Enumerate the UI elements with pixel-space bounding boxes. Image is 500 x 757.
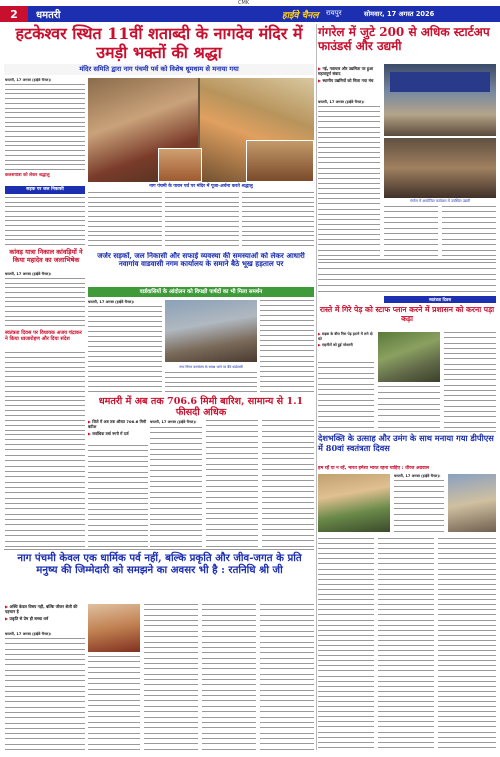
bullet-arrow-icon: ▶ (318, 332, 321, 336)
right-mid-text-1 (318, 362, 374, 428)
bullet-item (318, 332, 374, 341)
bullet-text: स्थानीय उद्यमियों को मिला नया मंच (322, 78, 374, 83)
bottom-left-text-4 (202, 604, 256, 750)
bottom-left-photo (88, 604, 140, 652)
bullet-item (88, 432, 148, 437)
right-mid-text-3 (444, 332, 496, 428)
sidebar-headline: कांवड़ यात्रा निकाल कांवड़ियों ने किया महादेव का जलाभिषेक (9, 248, 83, 264)
sidebar-subhead: स्वतंत्रता दिवस पर विधायक अजय चंद्राकर ने किया ध्वजारोहण और दिया संदेश (5, 330, 82, 342)
page-number: 2 (0, 6, 28, 22)
bottom-right-photo (318, 474, 390, 532)
bottom-right-photo-2 (448, 474, 496, 532)
right-top-photo-2 (384, 138, 496, 198)
bottom-left-text-2 (88, 656, 140, 750)
issue-date: सोमवार, 17 अगस्त 2026 (364, 10, 435, 18)
lead-photo-caption: नाग पंचमी के पावन पर्व पर मंदिर में पूजा-अर्चना करते श्रद्धालु (149, 184, 253, 189)
bullet-text: नई, नवाचार और उद्यमिता पर हुआ महत्वपूर्ण संवाद (318, 66, 374, 76)
bullet-arrow-icon: ▶ (5, 616, 9, 621)
bullet-item (318, 78, 380, 83)
bullet-text: सर्वाधिक वर्षा नगरी में दर्ज (92, 430, 129, 436)
sidebar-text-top (5, 197, 85, 245)
middle-byline: धमतरी, 17 अगस्त (हाईवे चैनल)। (88, 300, 135, 304)
right-top-text-2 (384, 206, 438, 256)
rain-headline: धमतरी में अब तक 706.6 मिमी बारिश, सामान्य से 1.1 फीसदी अधिक (98, 396, 304, 419)
bullet-text: राहगीरों को हुई परेशानी (322, 343, 353, 348)
middle-text-3 (165, 372, 257, 392)
right-mid-photo (378, 332, 440, 382)
bullet-item (5, 616, 85, 621)
right-mid-headline: रास्ते में गिरे पेड़ को स्टाफ प्लान करने में प्रशासन को करना पड़ा कड़ा (319, 305, 495, 323)
bullet-arrow-icon: ▶ (318, 343, 321, 348)
middle-photo-caption: नगर निगम कार्यालय के समक्ष धरने पर बैठे वार्डवासी (179, 365, 243, 369)
bullet-arrow-icon: ▶ (88, 430, 91, 436)
bullet-item (318, 66, 380, 76)
photo-inset-2 (246, 140, 314, 182)
section-title: धमतरी (36, 10, 61, 21)
lead-text-col2 (88, 192, 162, 246)
middle-text-1 (88, 306, 162, 392)
lead-text-col3 (165, 192, 239, 246)
bullet-item (88, 420, 148, 430)
bottom-left-text-3 (144, 604, 198, 750)
sidebar-kicker: सड़क पर जल निकासी (5, 186, 85, 194)
sidebar-byline: धमतरी, 17 अगस्त (हाईवे चैनल)। (5, 272, 52, 276)
section-rule (318, 431, 496, 432)
lead-photo-collage (88, 78, 314, 182)
bottom-left-text-1 (5, 638, 85, 750)
bullet-text: जिले में अब तक औसत 706.6 मिमी बारिश (88, 419, 147, 429)
bullet-text: प्रकृति से प्रेम ही सच्चा धर्म (9, 616, 49, 621)
bottom-left-byline: धमतरी, 17 अगस्त (हाईवे चैनल)। (5, 632, 52, 636)
bottom-right-text-2 (318, 538, 374, 748)
right-top-byline: धमतरी, 17 अगस्त (हाईवे चैनल)। (318, 100, 365, 104)
right-mid-kicker: स्वतंत्रता दिवस (384, 296, 496, 303)
top-brand: CMK (238, 0, 250, 6)
bullet-arrow-icon: ▶ (5, 604, 9, 609)
right-top-text-3 (442, 206, 496, 256)
lead-column-1 (5, 78, 85, 180)
rain-text-2 (150, 427, 202, 547)
bullet-item (318, 343, 374, 348)
bottom-left-headline: नाग पंचमी केवल एक धार्मिक पर्व नहीं, बल्कि प्रकृति और जीव-जगत के प्रति मनुष्य की जिम्मेदारी को समझने का अवसर भी है : रतनिधि श्री जी (17, 552, 302, 577)
right-mid-text-2 (378, 386, 440, 428)
sidebar-text-2 (5, 352, 85, 450)
right-mid-text-top (318, 262, 496, 292)
bullet-arrow-icon: ▶ (88, 419, 91, 424)
rain-bullets (88, 420, 148, 436)
rain-text-4 (262, 420, 314, 547)
sidebar-text-3 (5, 455, 85, 547)
lead-col-subhead: कलशयात्रा को लेकर श्रद्धालु (5, 173, 50, 178)
section-rule (4, 549, 314, 550)
column-rule (316, 24, 317, 750)
bullet-arrow-icon: ▶ (318, 78, 322, 83)
right-mid-bullets (318, 332, 374, 348)
bullet-item (5, 604, 85, 614)
right-top-headline: गंगरेल में जुटे 200 से अधिक स्टार्टअप फाउंडर्स और उद्यमी (318, 25, 490, 54)
bottom-right-text-4 (438, 538, 496, 748)
middle-photo (165, 300, 257, 362)
rain-text-1 (88, 445, 148, 547)
bottom-right-headline: देशभक्ति के उत्साह और उमंग के साथ मनाया गया डीपीएस में 80वां स्वतंत्रता दिवस (318, 433, 494, 453)
rain-text-3 (206, 420, 258, 547)
rain-byline: धमतरी, 17 अगस्त (हाईवे चैनल)। (150, 420, 197, 424)
right-top-photo (384, 64, 496, 136)
middle-text-2 (260, 300, 314, 392)
bottom-right-subhead: हम रहें या न रहें, भारत हमेशा भारत रहना चाहिए : धीरज अग्रवाल (318, 466, 429, 471)
bullet-text: सड़क के बीच गिरा पेड़ हटाने में लगे दो घंटे (318, 332, 373, 341)
lead-text-col4 (242, 192, 314, 246)
middle-banner: वार्डवासियों के आंदोलन को विपक्षी पार्षदों का भी मिला समर्थन (88, 287, 314, 297)
sidebar-text (5, 278, 85, 326)
bottom-left-text-5 (260, 604, 314, 750)
bottom-right-text-3 (378, 538, 434, 748)
photo-stage (390, 72, 490, 92)
lead-subhead: मंदिर समिति द्वारा नाग पंचमी पर्व को विशेष धूमधाम से मनाया गया (4, 64, 314, 75)
edition-city: रायपुर (326, 9, 342, 17)
lead-byline: धमतरी, 17 अगस्त (हाईवे चैनल)। (5, 78, 52, 82)
brand-name: हाईवे चैनल (282, 11, 319, 21)
text-block (5, 84, 85, 170)
bullet-text: अस्थि केवल विषय नहीं, बल्कि जीवन शैली की पहचान है (5, 604, 78, 614)
lead-headline: हटकेश्वर स्थित 11वीं शताब्दी के नागदेव मंदिर में उमड़ी भक्तों की श्रद्धा (15, 24, 303, 62)
bottom-right-text-1 (394, 480, 444, 532)
bottom-right-byline: धमतरी, 17 अगस्त (हाईवे चैनल)। (394, 474, 441, 478)
middle-headline: जर्जर सड़कों, जल निकासी और सफाई व्यवस्था की समस्याओं को लेकर आधारी नवागांव वाडवासी नगम कार्यालय के समाने बैठे भूख हड़ताल पर (97, 252, 305, 269)
photo-inset-1 (158, 148, 202, 182)
section-rule (318, 259, 496, 260)
masthead (0, 6, 500, 22)
right-top-text-1 (318, 106, 380, 256)
bullet-arrow-icon: ▶ (318, 66, 322, 71)
bottom-left-bullets (5, 604, 85, 621)
right-top-photo-caption: गंगरेल में आयोजित कार्यक्रम में उपस्थित उद्यमी (409, 199, 471, 203)
right-top-bullets (318, 66, 380, 83)
